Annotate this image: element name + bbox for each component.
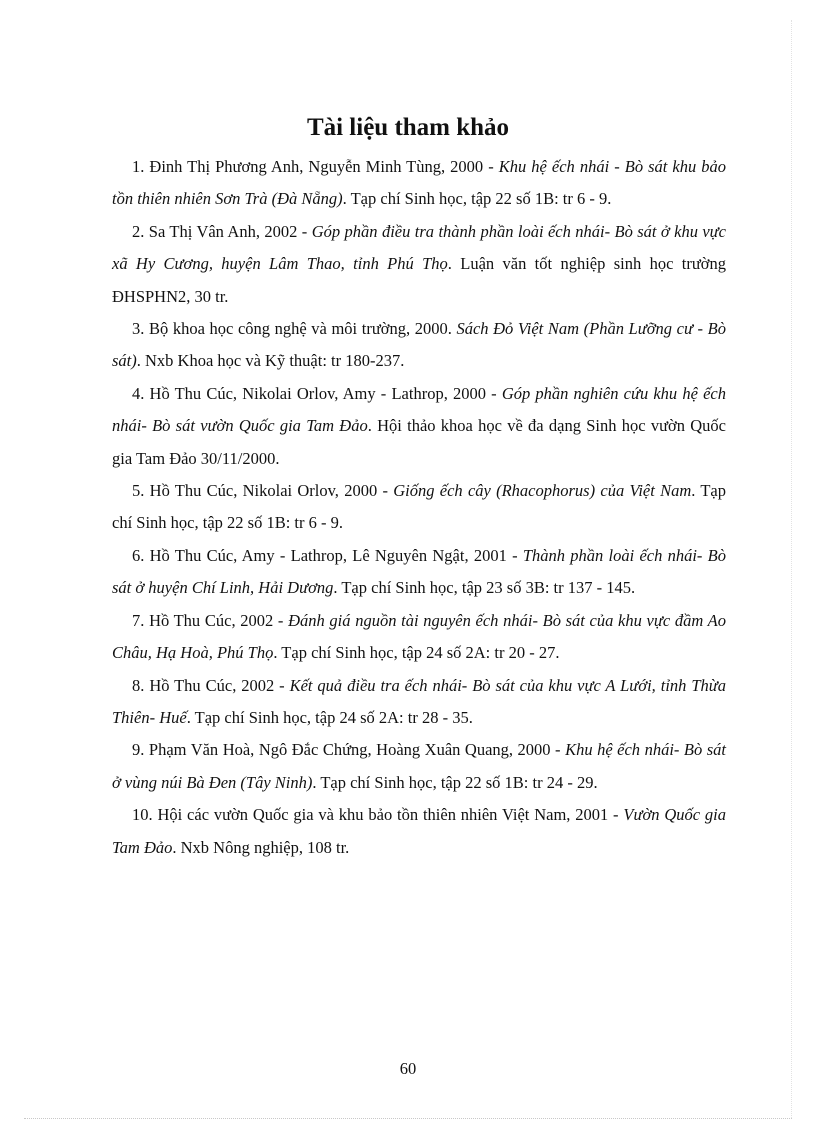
reference-number: 5. <box>132 481 145 501</box>
reference-source: . Luận văn tốt nghiệp sinh học trường ĐHSPHN2, 30 tr. <box>112 254 726 306</box>
page-title: Tài liệu tham khảo <box>306 113 510 141</box>
reference-title: Giống ếch cây (Rhacophorus) của Việt Nam <box>393 481 692 501</box>
page-number: 60 <box>399 1059 417 1078</box>
reference-title: Kết quả điều tra ếch nhái- Bò sát của khu vực A Lưới, tỉnh Thừa Thiên- Huế <box>112 675 727 727</box>
reference-item <box>112 799 726 864</box>
reference-source: . Tạp chí Sinh học, tập 22 số 1B: tr 24 - 29. <box>312 772 598 792</box>
reference-authors: Hồ Thu Cúc, Nikolai Orlov, Amy - Lathrop, 2000 - <box>149 383 502 403</box>
reference-number: 2. <box>132 221 145 241</box>
reference-item <box>112 605 726 670</box>
reference-authors: Bộ khoa học công nghệ và môi trường, 2000. <box>148 319 457 339</box>
reference-title: Sách Đỏ Việt Nam (Phần Lưỡng cư - Bò sát) <box>112 319 726 371</box>
reference-source: . Tạp chí Sinh học, tập 23 số 3B: tr 137 - 145. <box>333 578 636 598</box>
reference-title: Vườn Quốc gia Tam Đảo <box>112 805 727 857</box>
reference-item <box>112 734 726 799</box>
reference-number: 1. <box>132 157 145 176</box>
reference-title: Góp phần nghiên cứu khu hệ ếch nhái- Bò sát vườn Quốc gia Tam Đảo <box>112 383 726 436</box>
reference-item <box>112 378 726 475</box>
reference-number: 4. <box>132 383 145 403</box>
reference-source: . Nxb Khoa học và Kỹ thuật: tr 180-237. <box>136 351 405 371</box>
reference-title: Góp phần điều tra thành phần loài ếch nhái- Bò sát ở khu vực xã Hy Cương, huyện Lâm Thao, tỉnh Phú Thọ <box>112 221 727 274</box>
reference-list <box>112 151 726 864</box>
reference-authors: Phạm Văn Hoà, Ngô Đắc Chứng, Hoàng Xuân Quang, 2000 - <box>148 740 566 760</box>
reference-number: 6. <box>132 545 145 565</box>
reference-authors: Hồ Thu Cúc, 2002 - <box>149 675 290 695</box>
reference-item <box>112 540 726 605</box>
reference-source: . Tạp chí Sinh học, tập 22 số 1B: tr 6 - 9. <box>112 481 727 533</box>
reference-number: 3. <box>132 319 145 339</box>
reference-item <box>112 216 726 313</box>
reference-source: . Nxb Nông nghiệp, 108 tr. <box>172 837 350 857</box>
reference-source: . Tạp chí Sinh học, tập 24 số 2A: tr 20 - 27. <box>273 643 560 663</box>
reference-number: 7. <box>132 610 145 630</box>
reference-source: . Tạp chí Sinh học, tập 24 số 2A: tr 28 - 35. <box>186 707 473 727</box>
page-border-bottom <box>24 1118 792 1119</box>
reference-authors: Hồ Thu Cúc, 2002 - <box>149 610 289 630</box>
reference-number: 10. <box>132 805 153 825</box>
reference-source: . Tạp chí Sinh học, tập 22 số 1B: tr 6 - 9. <box>342 189 612 209</box>
reference-source: . Hội thảo khoa học về đa dạng Sinh học vườn Quốc gia Tam Đảo 30/11/2000. <box>112 416 726 468</box>
reference-number: 8. <box>132 675 145 695</box>
page-border-right <box>791 20 792 1118</box>
reference-item <box>112 475 726 540</box>
reference-item <box>112 151 726 216</box>
reference-authors: Đinh Thị Phương Anh, Nguyễn Minh Tùng, 2000 - <box>149 157 499 176</box>
reference-authors: Hội các vườn Quốc gia và khu bảo tồn thiên nhiên Việt Nam, 2001 - <box>157 805 624 825</box>
reference-title: Đánh giá nguồn tài nguyên ếch nhái- Bò sát của khu vực đầm Ao Châu, Hạ Hoà, Phú Thọ <box>112 610 726 663</box>
reference-title: Khu hệ ếch nhái- Bò sát ở vùng núi Bà Đen (Tây Ninh) <box>112 740 727 792</box>
reference-item <box>112 313 726 378</box>
reference-authors: Hồ Thu Cúc, Amy - Lathrop, Lê Nguyên Ngật, 2001 - <box>149 545 523 565</box>
reference-title: Thành phần loài ếch nhái- Bò sát ở huyện Chí Linh, Hải Dương <box>112 545 727 598</box>
reference-item <box>112 670 726 735</box>
reference-title: Khu hệ ếch nhái - Bò sát khu bảo tồn thiên nhiên Sơn Trà (Đà Nẵng) <box>112 157 727 209</box>
reference-number: 9. <box>132 740 145 760</box>
reference-authors: Hồ Thu Cúc, Nikolai Orlov, 2000 - <box>149 481 394 501</box>
reference-authors: Sa Thị Vân Anh, 2002 - <box>148 221 312 241</box>
